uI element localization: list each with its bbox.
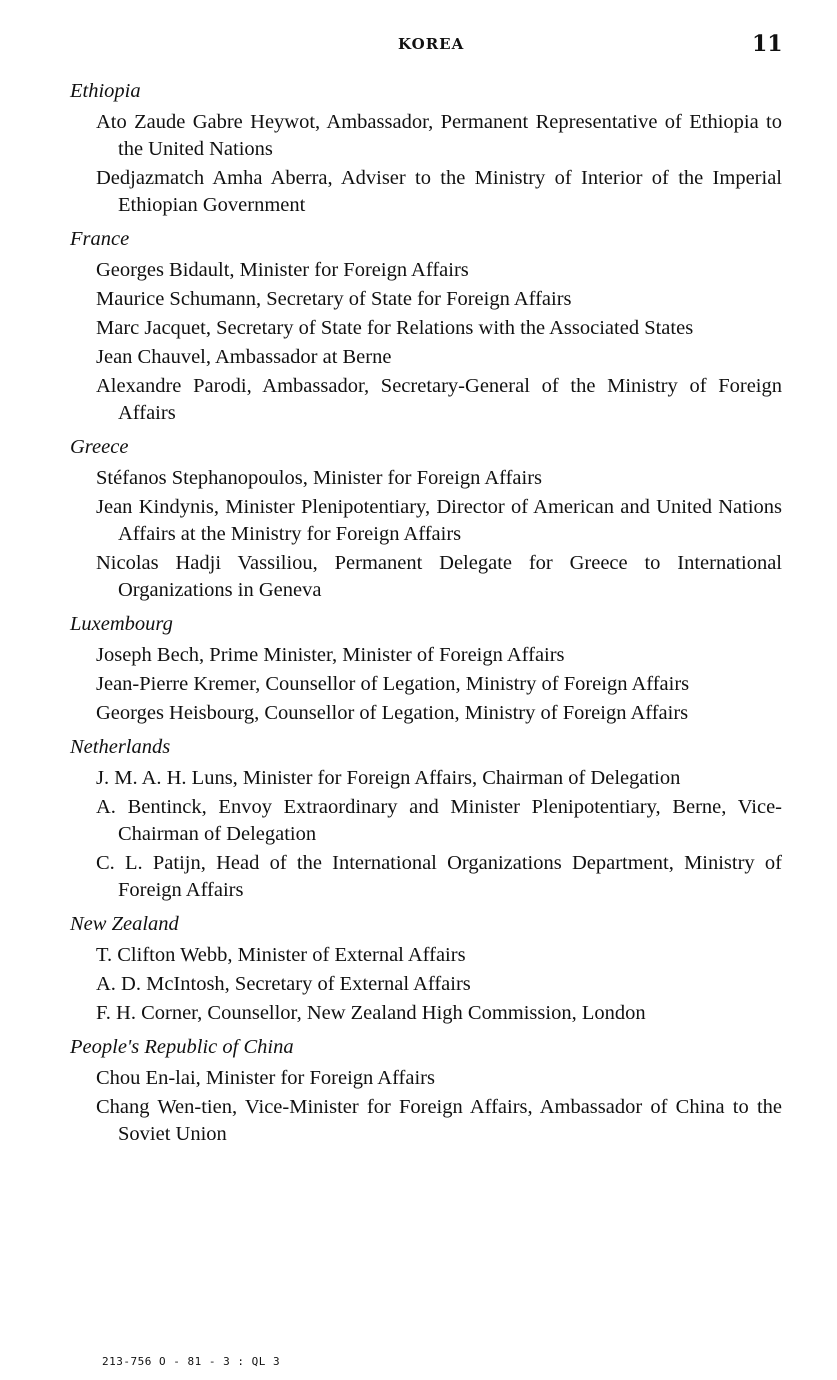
delegate-entry: J. M. A. H. Luns, Minister for Foreign Affairs, Chairman of Delegation [96, 767, 681, 789]
section-france [70, 226, 782, 427]
section-greece [70, 434, 782, 604]
country-heading: France [70, 228, 130, 250]
delegate-entry: Nicolas Hadji Vassiliou, Permanent Delegate for Greece to International Organizations in Geneva [96, 552, 782, 601]
delegate-entry: Chou En-lai, Minister for Foreign Affairs [96, 1067, 435, 1089]
delegate-entry: Stéfanos Stephanopoulos, Minister for Foreign Affairs [96, 467, 543, 489]
section-netherlands [70, 734, 782, 904]
delegate-entry: Alexandre Parodi, Ambassador, Secretary-General of the Ministry of Foreign Affairs [96, 375, 782, 424]
section-ethiopia [70, 78, 782, 219]
delegate-entry: Ato Zaude Gabre Heywot, Ambassador, Permanent Representative of Ethiopia to the United Nations [96, 111, 782, 160]
section-luxembourg [70, 611, 782, 727]
running-title: KOREA [398, 35, 465, 53]
delegation-list [70, 78, 782, 1155]
country-heading: Luxembourg [70, 613, 173, 635]
delegate-entry: Georges Heisbourg, Counsellor of Legation, Ministry of Foreign Affairs [96, 702, 689, 724]
delegate-entry: Chang Wen-tien, Vice-Minister for Foreign Affairs, Ambassador of China to the Soviet Union [96, 1096, 782, 1145]
delegate-entry: Dedjazmatch Amha Aberra, Adviser to the Ministry of Interior of the Imperial Ethiopian Government [96, 167, 782, 216]
country-heading: Ethiopia [70, 80, 141, 102]
delegate-entry: Marc Jacquet, Secretary of State for Relations with the Associated States [96, 317, 694, 339]
print-code-footer: 213-756 O - 81 - 3 : QL 3 [102, 1355, 281, 1368]
section-new-zealand [70, 911, 782, 1027]
delegate-entry: Georges Bidault, Minister for Foreign Affairs [96, 259, 469, 281]
delegate-entry: C. L. Patijn, Head of the International Organizations Department, Ministry of Foreign Affairs [96, 852, 782, 901]
delegate-entry: Joseph Bech, Prime Minister, Minister of Foreign Affairs [96, 644, 565, 666]
delegate-entry: Jean Kindynis, Minister Plenipotentiary, Director of American and United Nations Affairs at the Ministry for Foreign Affairs [96, 496, 782, 545]
delegate-entry: Jean Chauvel, Ambassador at Berne [96, 346, 392, 368]
delegate-entry: Jean-Pierre Kremer, Counsellor of Legation, Ministry of Foreign Affairs [96, 673, 690, 695]
country-heading: Netherlands [70, 736, 171, 758]
delegate-entry: Maurice Schumann, Secretary of State for Foreign Affairs [96, 288, 572, 310]
delegate-entry: A. D. McIntosh, Secretary of External Affairs [96, 973, 471, 995]
country-heading: Greece [70, 436, 129, 458]
delegate-entry: F. H. Corner, Counsellor, New Zealand High Commission, London [96, 1002, 646, 1024]
page-header [0, 33, 837, 59]
delegate-entry: T. Clifton Webb, Minister of External Affairs [96, 944, 466, 966]
country-heading: People's Republic of China [70, 1036, 294, 1058]
page-number: 11 [752, 31, 783, 57]
country-heading: New Zealand [70, 913, 179, 935]
section-peoples-republic-of-china [70, 1034, 782, 1148]
delegate-entry: A. Bentinck, Envoy Extraordinary and Minister Plenipotentiary, Berne, Vice-Chairman of Delegation [96, 796, 782, 845]
